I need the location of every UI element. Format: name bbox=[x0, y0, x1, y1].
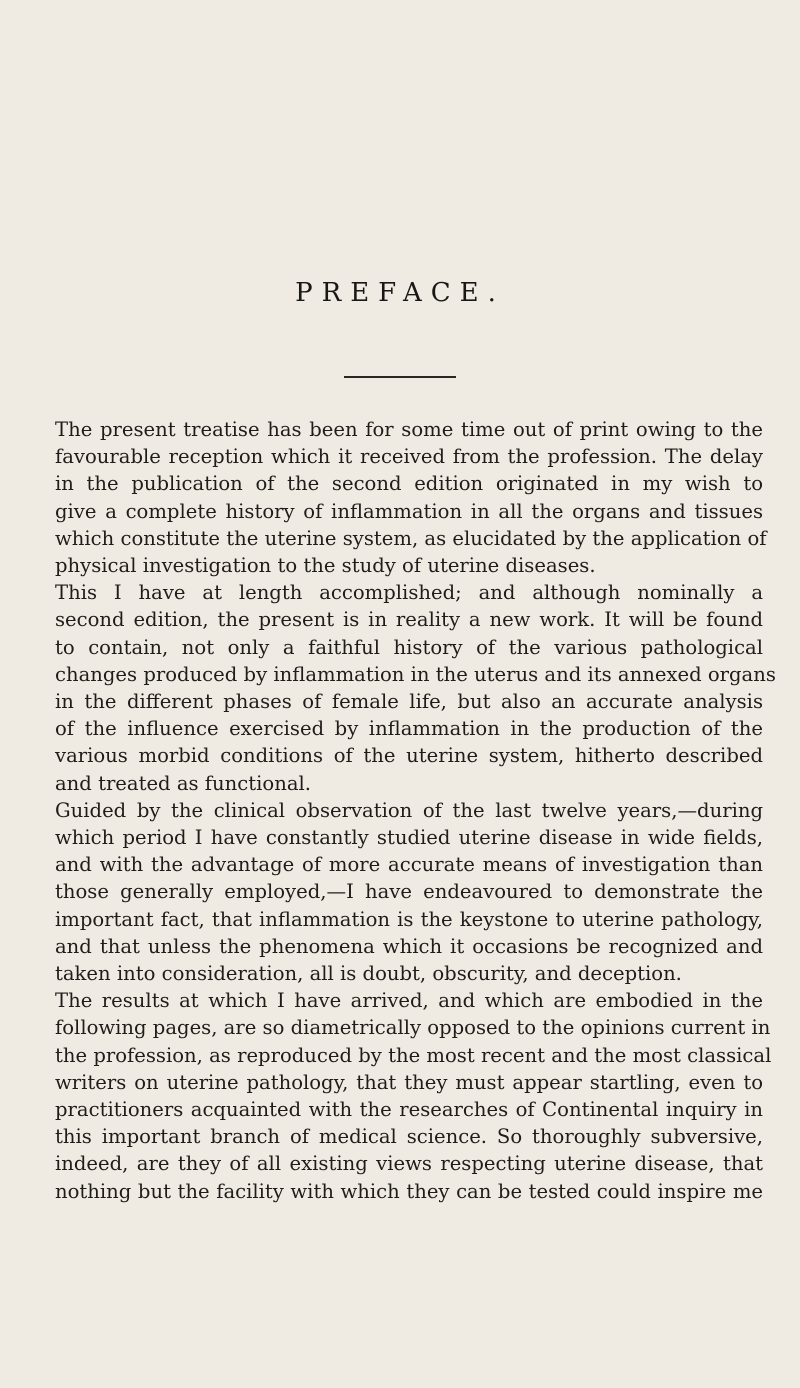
text-line: and with the advantage of more accurate means of investigation than bbox=[55, 853, 763, 877]
text-line: which constitute the uterine system, as elucidated by the application of bbox=[55, 526, 767, 550]
text-line: indeed, are they of all existing views respecting uterine disease, that bbox=[55, 1152, 763, 1176]
text-line: this important branch of medical science. So thoroughly subversive, bbox=[55, 1125, 763, 1149]
text-line: This I have at length accomplished; and although nominally a bbox=[55, 581, 763, 605]
text-line: taken into consideration, all is doubt, obscurity, and deception. bbox=[55, 962, 682, 986]
page-title: PREFACE. bbox=[295, 278, 505, 308]
paragraph-2 bbox=[55, 579, 776, 797]
text-line: The results at which I have arrived, and which are embodied in the bbox=[55, 989, 763, 1013]
text-line: in the publication of the second edition originated in my wish to bbox=[55, 472, 763, 496]
text-line: which period I have constantly studied uterine disease in wide fields, bbox=[55, 826, 763, 850]
text-line: changes produced by inflammation in the uterus and its annexed organs bbox=[55, 662, 776, 686]
text-line: those generally employed,—I have endeavoured to demonstrate the bbox=[55, 880, 763, 904]
text-line: to contain, not only a faithful history of the various pathological bbox=[55, 635, 763, 659]
text-line: writers on uterine pathology, that they must appear startling, even to bbox=[55, 1070, 763, 1094]
preface-body bbox=[55, 416, 776, 1205]
text-line: following pages, are so diametrically opposed to the opinions current in bbox=[55, 1016, 771, 1040]
text-line: physical investigation to the study of uterine diseases. bbox=[55, 554, 596, 578]
text-line: The present treatise has been for some time out of print owing to the bbox=[55, 418, 763, 441]
text-line: and that unless the phenomena which it occasions be recognized and bbox=[55, 934, 763, 958]
text-line: various morbid conditions of the uterine system, hitherto described bbox=[55, 744, 763, 768]
paragraph-3 bbox=[55, 797, 763, 987]
title-rule bbox=[344, 376, 456, 378]
text-line: practitioners acquainted with the researches of Continental inquiry in bbox=[55, 1098, 763, 1122]
text-line: second edition, the present is in reality a new work. It will be found bbox=[55, 608, 763, 632]
paragraph-4 bbox=[55, 987, 772, 1205]
text-line: give a complete history of inflammation in all the organs and tissues bbox=[55, 499, 763, 523]
text-line: favourable reception which it received from the profession. The delay bbox=[55, 445, 763, 469]
text-line: and treated as functional. bbox=[55, 771, 311, 795]
text-line: in the different phases of female life, but also an accurate analysis bbox=[55, 690, 763, 714]
text-line: of the influence exercised by inflammation in the production of the bbox=[55, 717, 763, 741]
text-line: important fact, that inflammation is the keystone to uterine pathology, bbox=[55, 907, 763, 931]
paragraph-1 bbox=[55, 416, 767, 579]
text-line: Guided by the clinical observation of the last twelve years,—during bbox=[55, 798, 763, 822]
text-line: the profession, as reproduced by the most recent and the most classical bbox=[55, 1043, 772, 1067]
text-line: nothing but the facility with which they can be tested could inspire me bbox=[55, 1179, 763, 1203]
